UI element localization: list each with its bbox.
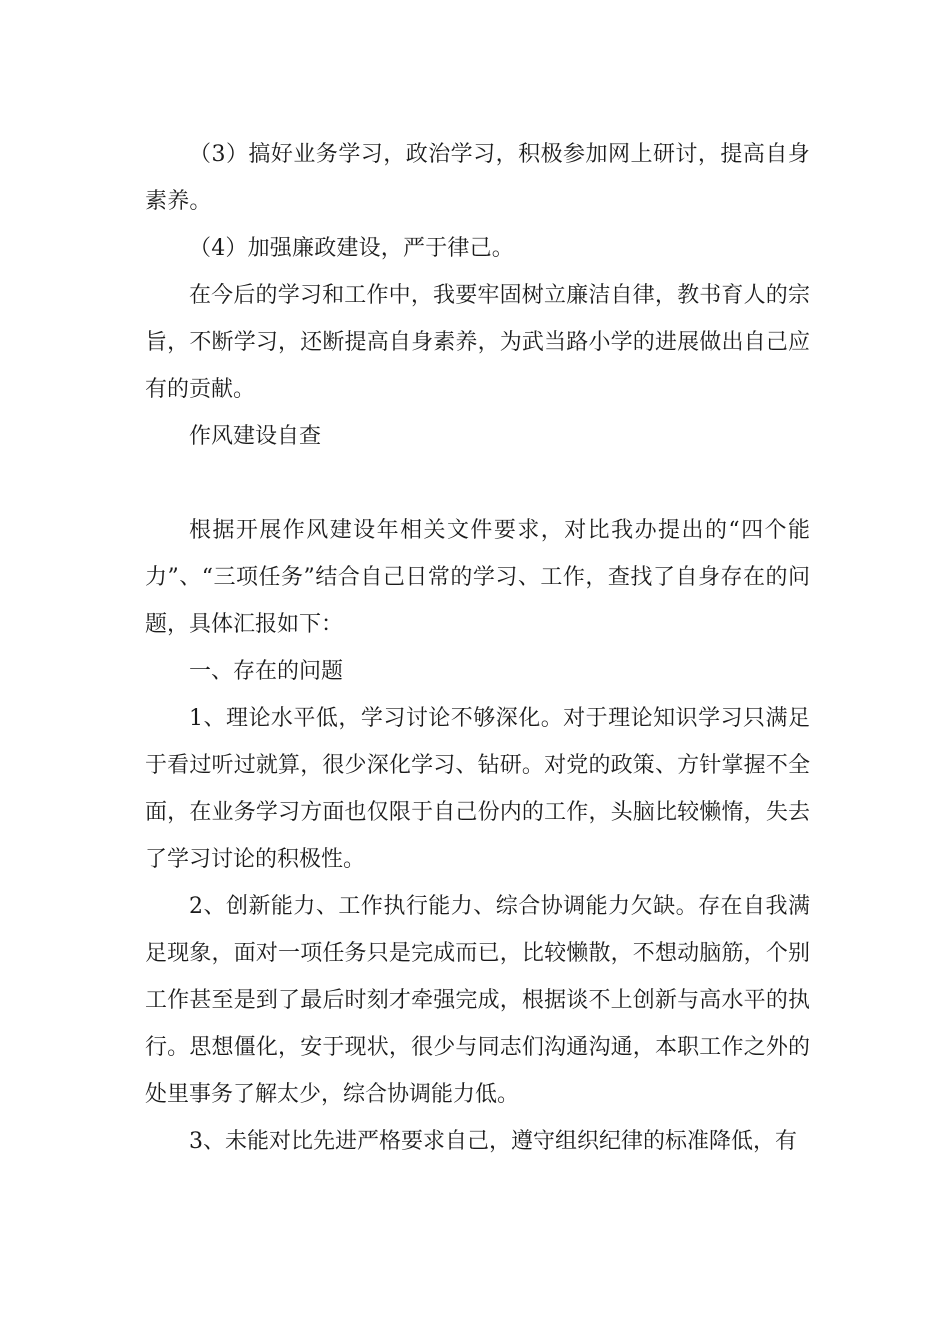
- subheading-problems: 一、存在的问题: [189, 659, 344, 684]
- paragraph-integrity-item: （4）加强廉政建设，严于律己。: [189, 236, 514, 261]
- paragraph-problem-2: 2、创新能力、工作执行能力、综合协调能力欠缺。存在自我满足现象，面对一项任务只是完成而已，比较懒散，不想动脑筋，个别工作甚至是到了最后时刻才牵强完成，根据谈不上创新与高水平的执行。思想僵化，安于现状，很少与同志们沟通沟通，本职工作之外的处里事务了解太少，综合协调能力低。: [145, 894, 810, 1107]
- blank-line: [145, 460, 810, 507]
- document-body: [145, 131, 810, 1165]
- paragraph-future-commitment: 在今后的学习和工作中，我要牢固树立廉洁自律，教书育人的宗旨，不断学习，还断提高自身素养，为武当路小学的进展做出自己应有的贡献。: [145, 283, 810, 402]
- paragraph-problem-3: 3、未能对比先进严格要求自己，遵守组织纪律的标准降低，有: [189, 1129, 797, 1154]
- section-heading: 作风建设自查: [189, 424, 322, 449]
- paragraph-problem-1: 1、理论水平低，学习讨论不够深化。对于理论知识学习只满足于看过听过就算，很少深化学习、钻研。对党的政策、方针掌握不全面，在业务学习方面也仅限于自己份内的工作，头脑比较懒惰，失去了学习讨论的积极性。: [145, 706, 810, 872]
- paragraph-introduction: 根据开展作风建设年相关文件要求，对比我办提出的“四个能力”、“三项任务”结合自己日常的学习、工作，查找了自身存在的问题，具体汇报如下：: [145, 518, 810, 637]
- paragraph-study-item: （3）搞好业务学习，政治学习，积极参加网上研讨，提高自身素养。: [145, 142, 810, 214]
